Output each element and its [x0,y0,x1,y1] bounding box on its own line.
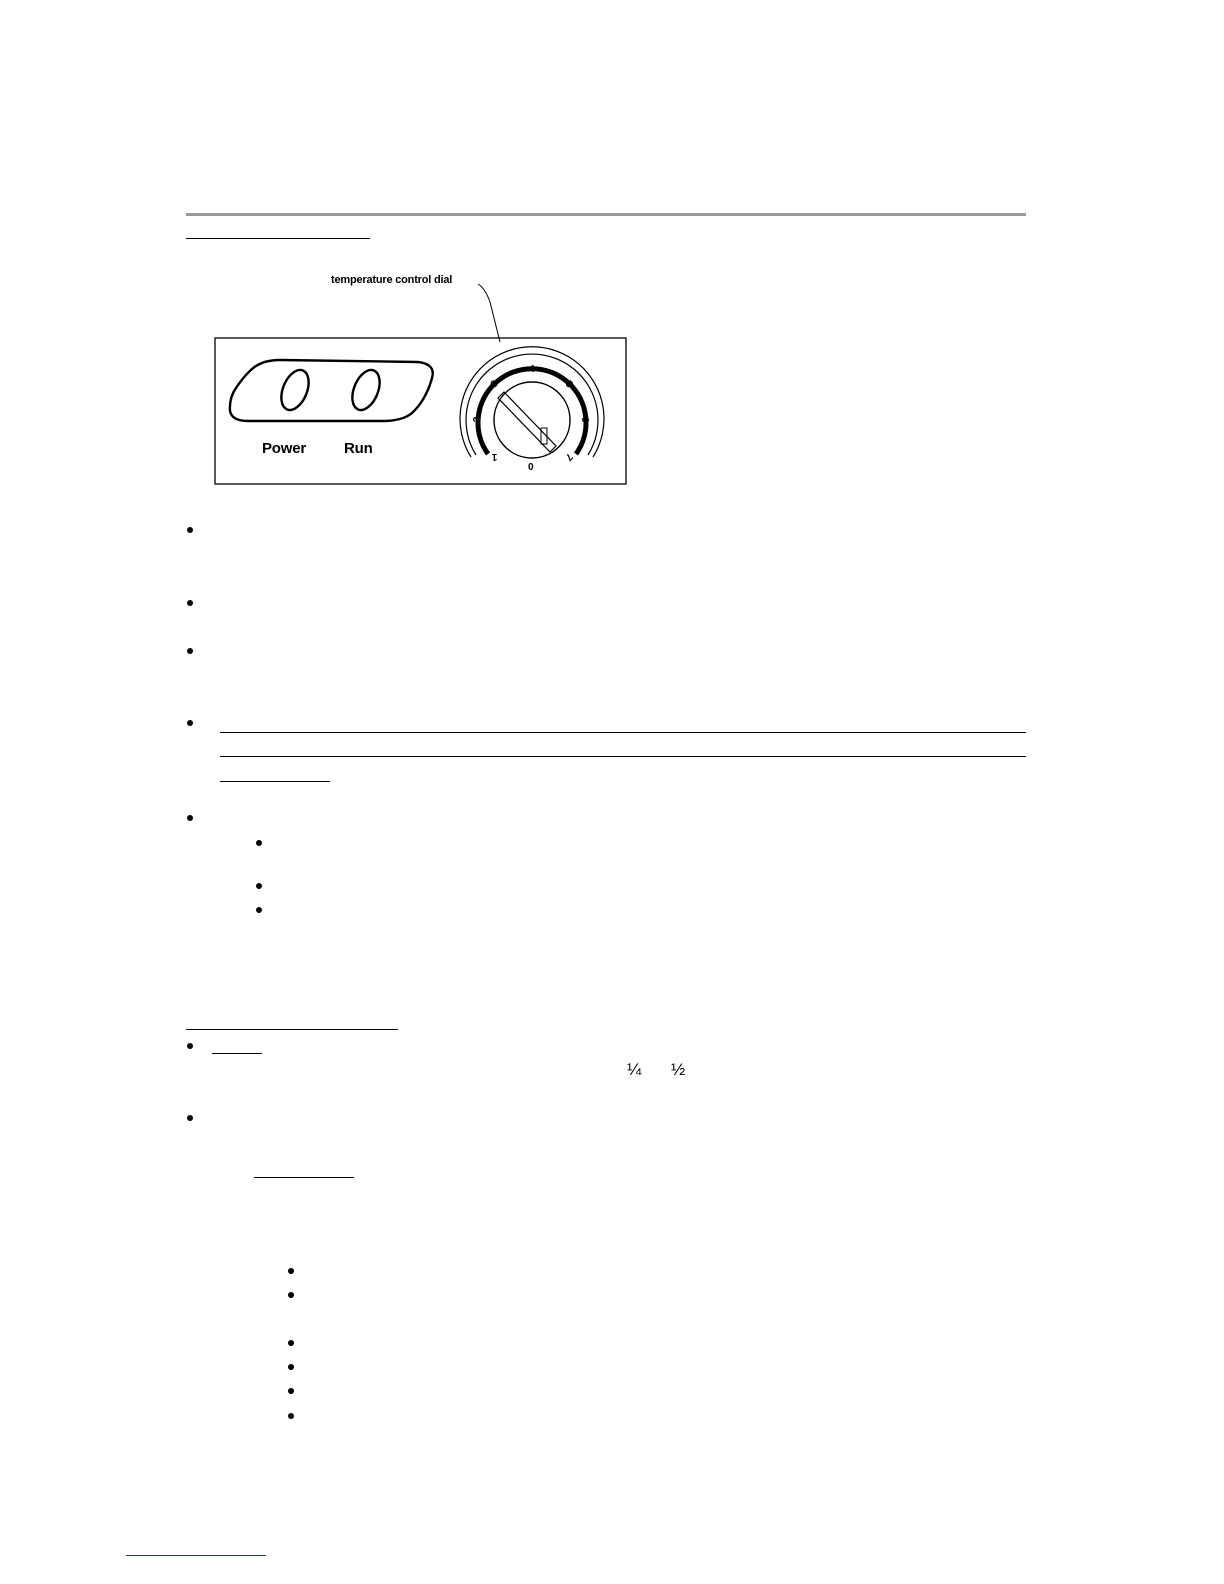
text-underline [220,756,1026,757]
text-underline [220,781,330,782]
text-underline [212,1053,262,1054]
sub-list-item-bullet [288,1268,294,1274]
fraction-half: ½ [671,1060,686,1079]
dial-scale-2: 2 [472,416,484,423]
sub-list-item-bullet [256,840,262,846]
sub-list-item-bullet [288,1413,294,1419]
run-indicator-label: Run [344,440,373,457]
list-item-bullet [187,1115,193,1121]
dial-scale-7: 7 [562,450,575,463]
dial-scale-3: 3 [488,378,501,391]
list-item-bullet [187,527,193,533]
dial-scale-6: 6 [579,416,591,423]
section-divider [186,213,1026,216]
dial-scale-4: 4 [529,364,535,375]
sub-list-item-bullet [256,883,262,889]
sub-list-item-bullet [288,1388,294,1394]
dial-off-label: 0 [528,462,534,473]
list-item-bullet [187,600,193,606]
sub-list-item-bullet [288,1340,294,1346]
text-underline [254,1177,354,1178]
list-item-bullet [187,1043,193,1049]
dial-scale-1: 1 [492,451,498,462]
sub-list-item-bullet [288,1292,294,1298]
dial-scale-5: 5 [562,378,575,391]
callout-label: temperature control dial [331,274,453,286]
footer-link-underline[interactable] [126,1555,266,1556]
fraction-quarter: ¼ [627,1060,642,1079]
list-item-bullet [187,648,193,654]
control-panel-diagram [200,270,640,492]
heading-underline [186,238,370,239]
sub-list-item-bullet [256,907,262,913]
text-underline [220,732,1026,733]
power-indicator-label: Power [262,440,307,457]
list-item-bullet [187,815,193,821]
heading-underline [186,1029,398,1030]
list-item-bullet [187,720,193,726]
sub-list-item-bullet [288,1364,294,1370]
